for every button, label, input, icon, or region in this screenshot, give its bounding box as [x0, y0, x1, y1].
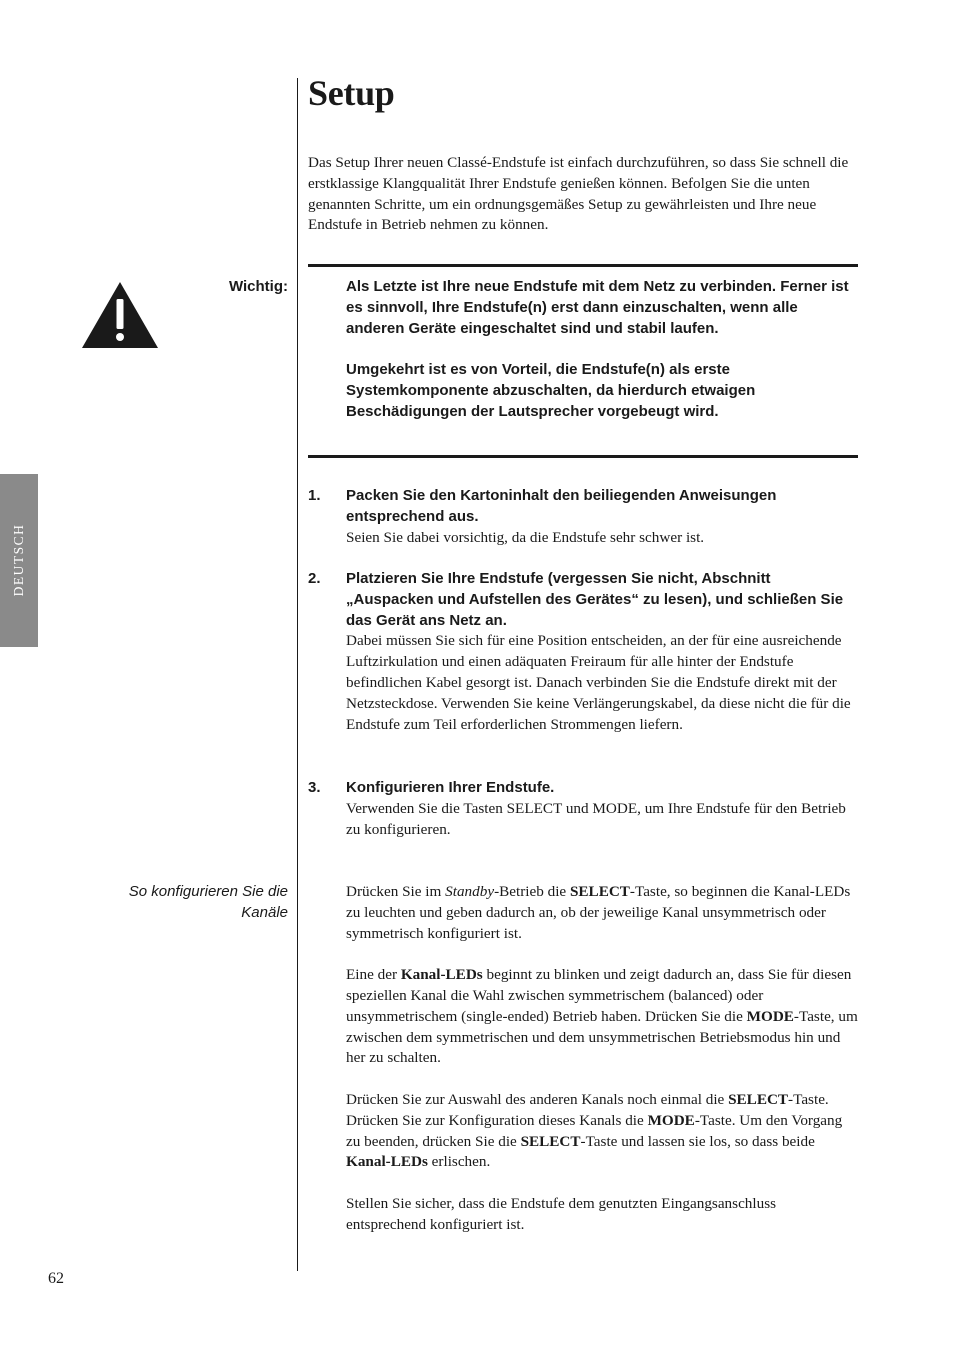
- warning-top-rule: [308, 264, 858, 267]
- text-run: Drücken Sie im: [346, 883, 446, 900]
- step-2-description: Dabei müssen Sie sich für eine Position entscheiden, an der für eine ausreichende Luftzirkulation und einen adäquaten Freiraum für alle hinter der Endstufe befindlichen Kabel gesorgt ist. Danach verbinden Sie die Endstufe direkt mit der Netzsteckdose. Verwenden Sie keine Verlängerungskabel, da diese nicht die für die Endstufe zum Teil erforderlichen Strommengen liefern.: [346, 632, 851, 733]
- warning-paragraph-1: Als Letzte ist Ihre neue Endstufe mit dem Netz zu verbinden. Ferner ist es sinnvoll, Ihre Endstufe(n) erst dann einzuschalten, wenn alle anderen Geräte eingeschaltet sind und stabil laufen.: [346, 278, 849, 337]
- page-title: Setup: [308, 73, 395, 113]
- step-1: [346, 486, 856, 548]
- step-3-description: Verwenden Sie die Tasten SELECT und MODE, um Ihre Endstufe für den Betrieb zu konfigurieren.: [346, 799, 846, 838]
- page-number: 62: [48, 1270, 64, 1287]
- step-1-description: Seien Sie dabei vorsichtig, da die Endstufe sehr schwer ist.: [346, 528, 705, 546]
- standby-term: Standby: [445, 883, 495, 900]
- channel-leds-term: Kanal-LEDs: [400, 966, 483, 984]
- config-section-label: [58, 882, 288, 924]
- config-paragraph-1: [346, 882, 858, 944]
- warning-bottom-rule: [308, 455, 858, 458]
- select-key-term: SELECT: [520, 1132, 581, 1150]
- language-tab-label: DEUTSCH: [11, 523, 26, 597]
- config-paragraph-2: [346, 965, 858, 1069]
- config-paragraph-3: [346, 1090, 858, 1173]
- text-run: -Taste, so beginnen die Kanal-LEDs zu leuchten und geben dadurch an, ob der jeweilige Kanal unsymmetrisch oder symmetrisch konfiguriert ist.: [346, 883, 851, 942]
- warning-label: Wichtig:: [228, 278, 288, 295]
- step-3-number: 3.: [308, 779, 321, 796]
- text-run: erlischen.: [427, 1153, 491, 1171]
- config-section: [346, 882, 858, 1256]
- text-run: beginnt zu blinken und zeigt dadurch an, dass Sie für diesen speziellen Kanal die Wahl zwischen symmetrischem (balanced) oder unsymmetrischem (single-ended) Betrieb haben. Drücken Sie die: [346, 966, 852, 1025]
- text-run: -Taste. Drücken Sie zur Konfiguration dieses Kanals die: [346, 1090, 829, 1129]
- warning-triangle-icon: [82, 282, 158, 348]
- config-label-line-2: Kanäle: [241, 903, 288, 921]
- channel-leds-term: Kanal-LEDs: [346, 1153, 428, 1171]
- text-run: -Taste. Um den Vorgang zu beenden, drücken Sie die: [346, 1111, 843, 1150]
- step-3-title: Konfigurieren Ihrer Endstufe.: [346, 779, 555, 796]
- text-run: Eine der: [346, 966, 401, 984]
- warning-paragraph-2: Umgekehrt ist es von Vorteil, die Endstufe(n) als erste Systemkomponente abzuschalten, da hierdurch etwaigen Beschädigungen der Lautsprecher vorgebeugt wird.: [346, 361, 756, 420]
- step-1-number: 1.: [308, 487, 321, 504]
- warning-box: [346, 277, 851, 423]
- mode-key-term: MODE: [746, 1007, 794, 1025]
- text-run: -Taste, um zwischen dem symmetrischen und dem unsymmetrischen Betriebsmodus hin und her zu schalten.: [346, 1007, 858, 1067]
- select-key-term: SELECT: [728, 1090, 789, 1108]
- text-run: -Betrieb die: [494, 883, 570, 900]
- config-label-line-1: So konfigurieren Sie die: [128, 883, 288, 900]
- mode-key-term: MODE: [647, 1111, 695, 1129]
- intro-paragraph: Das Setup Ihrer neuen Classé-Endstufe ist einfach durchzuführen, so dass Sie schnell die erstklassige Klangqualität Ihrer Endstufe genießen können. Befolgen Sie die unten genannten Schritte, um ein ordnungsgemäßes Setup zu gewährleisten und Ihre neue Endstufe in Betrieb nehmen zu können.: [308, 154, 849, 234]
- step-2: [346, 569, 856, 735]
- text-run: Drücken Sie zur Auswahl des anderen Kanals noch einmal die: [346, 1090, 729, 1108]
- step-2-number: 2.: [308, 570, 321, 587]
- select-key-term: SELECT: [569, 883, 630, 900]
- margin-divider: [297, 78, 298, 1271]
- step-3: [346, 778, 856, 840]
- text-run: -Taste und lassen sie los, so dass beide: [580, 1132, 815, 1150]
- step-2-title: Platzieren Sie Ihre Endstufe (vergessen Sie nicht, Abschnitt „Auspacken und Aufstellen des Gerätes“ zu lesen), und schließen Sie das Gerät ans Netz an.: [346, 570, 844, 629]
- config-paragraph-4: Stellen Sie sicher, dass die Endstufe dem genutzten Eingangsanschluss entsprechend konfiguriert ist.: [346, 1194, 777, 1233]
- step-1-title: Packen Sie den Kartoninhalt den beiliegenden Anweisungen entsprechend aus.: [346, 487, 777, 525]
